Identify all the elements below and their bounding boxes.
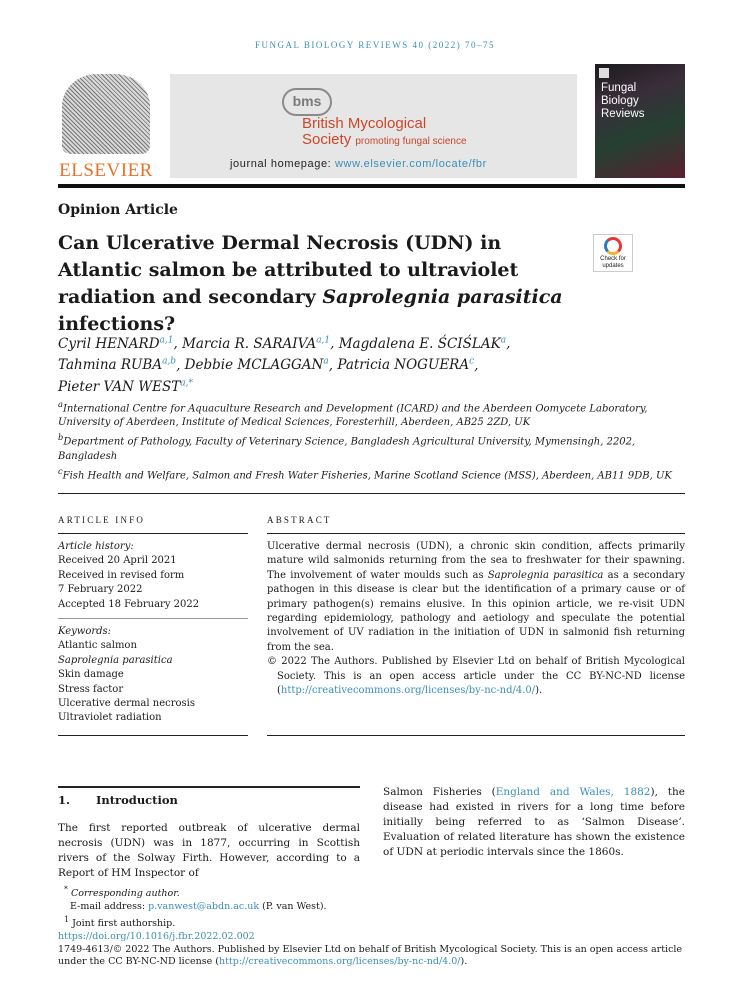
cover-title	[601, 82, 644, 121]
abstract-bottom-rule	[267, 735, 685, 736]
keyword[interactable]: Ulcerative dermal necrosis	[58, 698, 195, 710]
article-type: Opinion Article	[58, 202, 178, 218]
author-list: Cyril HENARD$^{a,1}$, Marcia R. SARAIVA$^{a,1}$, Magdalena E. ŚCIŚLAK$^a$, Tahmina RUBA$^{a,b}$, Debbie MCLAGGAN$^a$, Patricia NOGUERA$^c$, Pieter VAN $WEST^{a,*}$	[58, 335, 511, 395]
keywords-label: Keywords:	[58, 626, 112, 638]
crossmark-label-2: updates	[602, 263, 624, 269]
history-label: Article history:	[58, 541, 134, 552]
elsevier-wordmark: ELSEVIER	[59, 160, 153, 181]
keyword[interactable]: Atlantic salmon	[58, 640, 137, 652]
author[interactable]: Tahmina RUBA$^{a,b}$	[58, 356, 177, 373]
abstract-copyright: © 2022 The Authors. Published by Elsevier Ltd on behalf of British Mycological Society. This is an open access article under the CC BY-NC-ND license (http://creativecommons.org/licenses/by-nc-nd/4.0/).	[267, 656, 685, 697]
email-footnote: E-mail address: p.vanwest@abdn.ac.uk (P. van West).	[70, 900, 327, 912]
society-name-line1: British Mycological	[302, 115, 427, 132]
affiliations	[58, 397, 688, 483]
affiliation-c: $^c$Fish Health and Welfare, Salmon and Fresh Water Fisheries, Marine Scotland Science (MSS), Aberdeen, AB11 9DB, UK	[58, 465, 672, 481]
author[interactable]: Marcia R. SARAIVA$^{a,1}$	[182, 335, 331, 352]
accepted-date: Accepted 18 February 2022	[58, 598, 200, 610]
intro-rule	[58, 786, 360, 788]
info-top-rule	[58, 533, 248, 534]
license-link[interactable]: http://creativecommons.org/licenses/by-nc-nd/4.0/	[280, 685, 536, 697]
abstract-body	[267, 540, 685, 698]
homepage-link[interactable]: www.elsevier.com/locate/fbr	[334, 158, 487, 170]
society-tagline: promoting fungal science	[355, 136, 467, 147]
author[interactable]: Debbie MCLAGGAN$^a$	[184, 356, 329, 373]
journal-cover	[595, 64, 685, 178]
intro-left-column: The first reported outbreak of ulcerative dermal necrosis (UDN) was in 1877, occurring in Scottish rivers of the Solway Firth. However, according to a Report of HM Inspector of	[58, 822, 360, 879]
elsevier-tree-icon	[62, 74, 150, 154]
article-info	[58, 540, 248, 726]
author[interactable]: Patricia NOGUERA$^c$	[337, 356, 475, 373]
keyword[interactable]: Stress factor	[58, 683, 124, 695]
author[interactable]: Cyril HENARD$^{a,1}$	[58, 335, 174, 352]
abstract-heading: ABSTRACT	[267, 515, 332, 525]
society-name	[302, 116, 467, 150]
journal-homepage	[230, 158, 487, 170]
society-banner	[170, 74, 577, 178]
revised-date: 7 February 2022	[58, 584, 143, 596]
citation-link[interactable]: England and Wales, 1882	[495, 786, 651, 798]
check-for-updates-button[interactable]	[593, 234, 633, 272]
header-divider	[58, 184, 685, 188]
journal-citation: FUNGAL BIOLOGY REVIEWS 40 (2022) 70–75	[254, 40, 496, 50]
article-title: Can Ulcerative Dermal Necrosis (UDN) in Atlantic salmon be attributed to ultraviolet radiation and secondary Saprolegnia parasitica infections?	[58, 232, 563, 335]
homepage-label: journal homepage:	[230, 158, 335, 170]
society-name-line2: Society promoting fungal science	[302, 131, 467, 148]
abstract-text: Ulcerative dermal necrosis (UDN), a chronic skin condition, affects primarily mature wild salmonids returning from the sea to freshwater for their spawning. The involvement of water moulds such as Saprolegnia parasitica as a secondary pathogen in this disease is clear but the identification of a primary cause or of primary pathogen(s) remains elusive. In this opinion article, we re-visit UDN regarding epidemiology, pathology and aetiology and speculate the potential involvement of UV radiation in the initiation of UDN in salmonid fish returning from the sea.	[267, 541, 686, 653]
affiliation-a: $^a$International Centre for Aquaculture Research and Development (ICARD) and the Aberdeen Oomycete Laboratory, University of Aberdeen, Institute of Medical Sciences, Foresterhill, Aberdeen, AB25 2ZD, UK	[58, 399, 648, 429]
intro-right-column: Salmon Fisheries (England and Wales, 1882), the disease had existed in rivers for a long time before initially being referred to as ‘Salmon Disease’. Evaluation of related literature has shown the existence of UDN at periodic intervals since the 1860s.	[383, 786, 686, 858]
footnotes	[58, 884, 688, 969]
intro-heading: 1. Introduction	[58, 793, 178, 807]
keywords-divider	[58, 618, 248, 619]
cover-publisher-icon	[599, 68, 609, 78]
info-bottom-rule	[58, 735, 248, 736]
corresponding-footnote: * Corresponding author.	[64, 885, 180, 900]
keyword[interactable]: Saprolegnia parasitica	[58, 654, 173, 666]
issn-license-link[interactable]: http://creativecommons.org/licenses/by-nc-nd/4.0/	[219, 956, 461, 968]
affiliation-b: $^b$Department of Pathology, Faculty of Veterinary Science, Bangladesh Agricultural University, Mymensingh, 2202, Bangladesh	[58, 432, 636, 462]
email-link[interactable]: p.vanwest@abdn.ac.uk	[148, 900, 260, 912]
crossmark-label-1: Check for	[600, 256, 626, 262]
author[interactable]: Pieter VAN $WEST^{a,*}$	[58, 378, 193, 395]
doi-link[interactable]: https://doi.org/10.1016/j.fbr.2022.02.002	[58, 930, 255, 942]
bms-logo-icon: bms	[282, 88, 332, 116]
keyword[interactable]: Ultraviolet radiation	[58, 712, 162, 724]
affiliation-divider	[58, 493, 685, 494]
author[interactable]: Magdalena E. ŚCIŚLAK$^a$	[338, 335, 507, 352]
elsevier-logo	[58, 74, 154, 180]
received-date: Received 20 April 2021	[58, 555, 177, 567]
cover-title-line1: Fungal	[601, 82, 637, 94]
keyword[interactable]: Skin damage	[58, 669, 124, 681]
cover-title-line3: Reviews	[601, 108, 645, 120]
abstract-top-rule	[267, 533, 685, 534]
revised-label: Received in revised form	[58, 569, 185, 581]
article-info-heading: ARTICLE INFO	[58, 515, 146, 525]
issn-line: 1749-4613/© 2022 The Authors. Published by Elsevier Ltd on behalf of British Mycological Society. This is an open access article under the CC BY-NC-ND license (http://creativecommons.org/licenses/by-nc-nd/4.0/).	[58, 943, 683, 968]
cover-title-line2: Biology	[601, 95, 639, 107]
crossmark-icon	[604, 237, 622, 255]
joint-footnote: $^1$ Joint first authorship.	[64, 914, 176, 929]
